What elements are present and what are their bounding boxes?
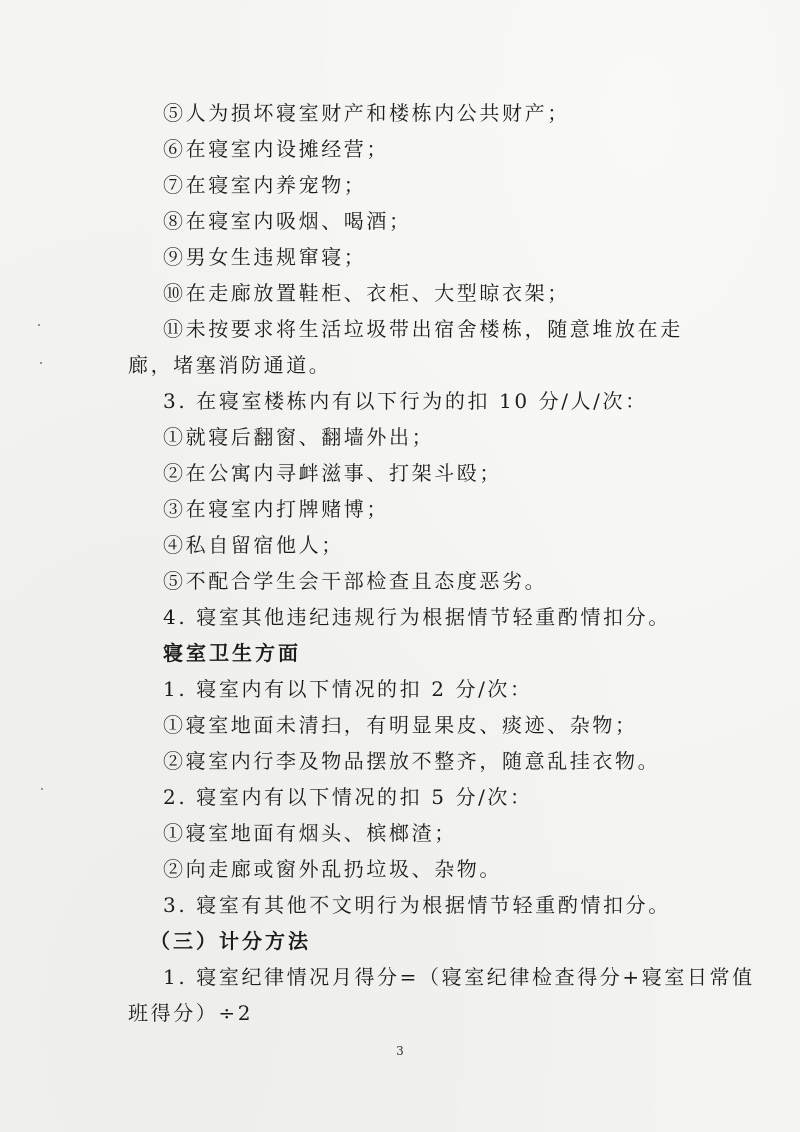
text-line: ⑤人为损坏寝室财产和楼栋内公共财产； (163, 101, 570, 125)
numbered-item: 3. 寝室有其他不文明行为根据情节轻重酌情扣分。 (163, 893, 671, 917)
text-line: ②向走廊或窗外乱扔垃圾、杂物。 (163, 857, 502, 881)
text-line: ①就寝后翻窗、翻墙外出； (163, 425, 435, 449)
text-line: ⑦在寝室内养宠物； (163, 173, 367, 197)
numbered-item: 2. 寝室内有以下情况的扣 5 分/次： (163, 785, 533, 809)
text-line-continuation: 班得分）÷2 (128, 1001, 254, 1025)
text-line: ①寝室地面有烟头、槟榔渣； (163, 821, 457, 845)
text-line: ③在寝室内打牌赌博； (163, 497, 389, 521)
numbered-item: 1. 寝室内有以下情况的扣 2 分/次： (163, 677, 533, 701)
text-line: ⑩在走廊放置鞋柜、衣柜、大型晾衣架； (163, 281, 570, 305)
text-line: ②在公寓内寻衅滋事、打架斗殴； (163, 461, 502, 485)
subsection-heading: （三）计分方法 (150, 929, 311, 953)
text-line: ④私自留宿他人； (163, 533, 344, 557)
numbered-item: 1. 寝室纪律情况月得分=（寝室纪律检查得分+寝室日常值 (163, 965, 755, 989)
text-line: ⑤不配合学生会干部检查且态度恶劣。 (163, 569, 548, 593)
text-line-continuation: 廊，堵塞消防通道。 (128, 353, 332, 377)
scan-speck (40, 362, 42, 364)
text-line: ⑧在寝室内吸烟、喝酒； (163, 209, 412, 233)
section-heading: 寝室卫生方面 (163, 641, 301, 665)
numbered-item: 4. 寝室其他违纪违规行为根据情节轻重酌情扣分。 (163, 605, 671, 629)
text-line: ⑥在寝室内设摊经营； (163, 137, 389, 161)
scan-speck (41, 788, 43, 790)
text-line: ①寝室地面未清扫，有明显果皮、痰迹、杂物； (163, 713, 638, 737)
text-line: ⑪未按要求将生活垃圾带出宿舍楼栋，随意堆放在走 (163, 317, 683, 341)
scan-speck (38, 324, 40, 326)
text-line: ②寝室内行李及物品摆放不整齐，随意乱挂衣物。 (163, 749, 661, 773)
page-number: 3 (396, 1044, 404, 1058)
text-line: ⑨男女生违规窜寝； (163, 245, 367, 269)
numbered-item: 3. 在寝室楼栋内有以下行为的扣 10 分/人/次： (163, 389, 648, 413)
